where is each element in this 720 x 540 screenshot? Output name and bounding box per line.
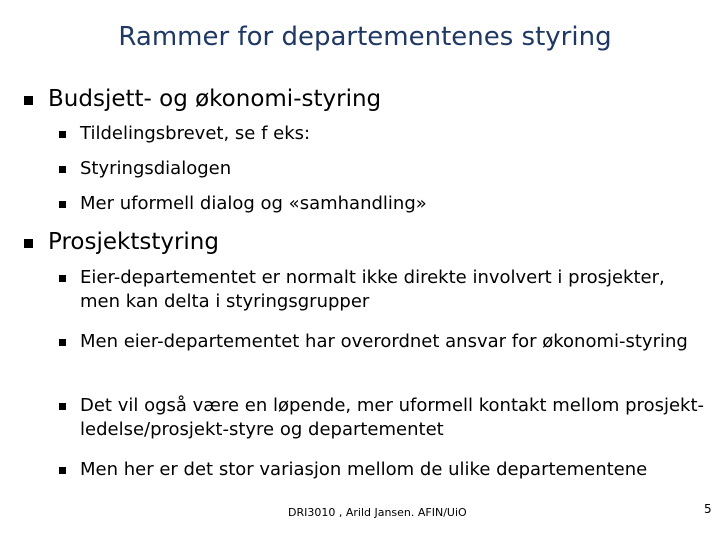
bullet-icon [24,239,33,248]
section-heading-project: Prosjektstyring [48,229,219,255]
bullet-icon [59,131,66,138]
bullet-icon [24,96,33,105]
bullet-icon [59,201,66,208]
page-number: 5 [704,502,712,516]
page-title: Rammer for departementenes styring [118,22,612,52]
bullet-icon [59,275,66,282]
bullet-icon [59,403,66,410]
bullet-icon [59,166,66,173]
list-item: Men eier-departementet har overordnet ansvar for økonomi-styring [80,331,688,352]
bullet-icon [59,339,66,346]
list-item: Tildelingsbrevet, se f eks: [80,123,311,144]
list-item: Eier-departementet er normalt ikke direkte involvert i prosjekter, men kan delta i styringsgrupper [80,267,665,312]
list-item: Det vil også være en løpende, mer uformell kontakt mellom prosjekt-ledelse/prosjekt-styre og departementet [80,395,705,440]
bullet-icon [59,467,66,474]
list-item: Mer uformell dialog og «samhandling» [80,193,427,214]
section-heading-budget: Budsjett- og økonomi-styring [48,86,382,112]
list-item: Men her er det stor variasjon mellom de ulike departementene [80,459,648,480]
footer-text: DRI3010 , Arild Jansen. AFIN/UiO [288,506,467,519]
list-item: Styringsdialogen [80,158,232,179]
